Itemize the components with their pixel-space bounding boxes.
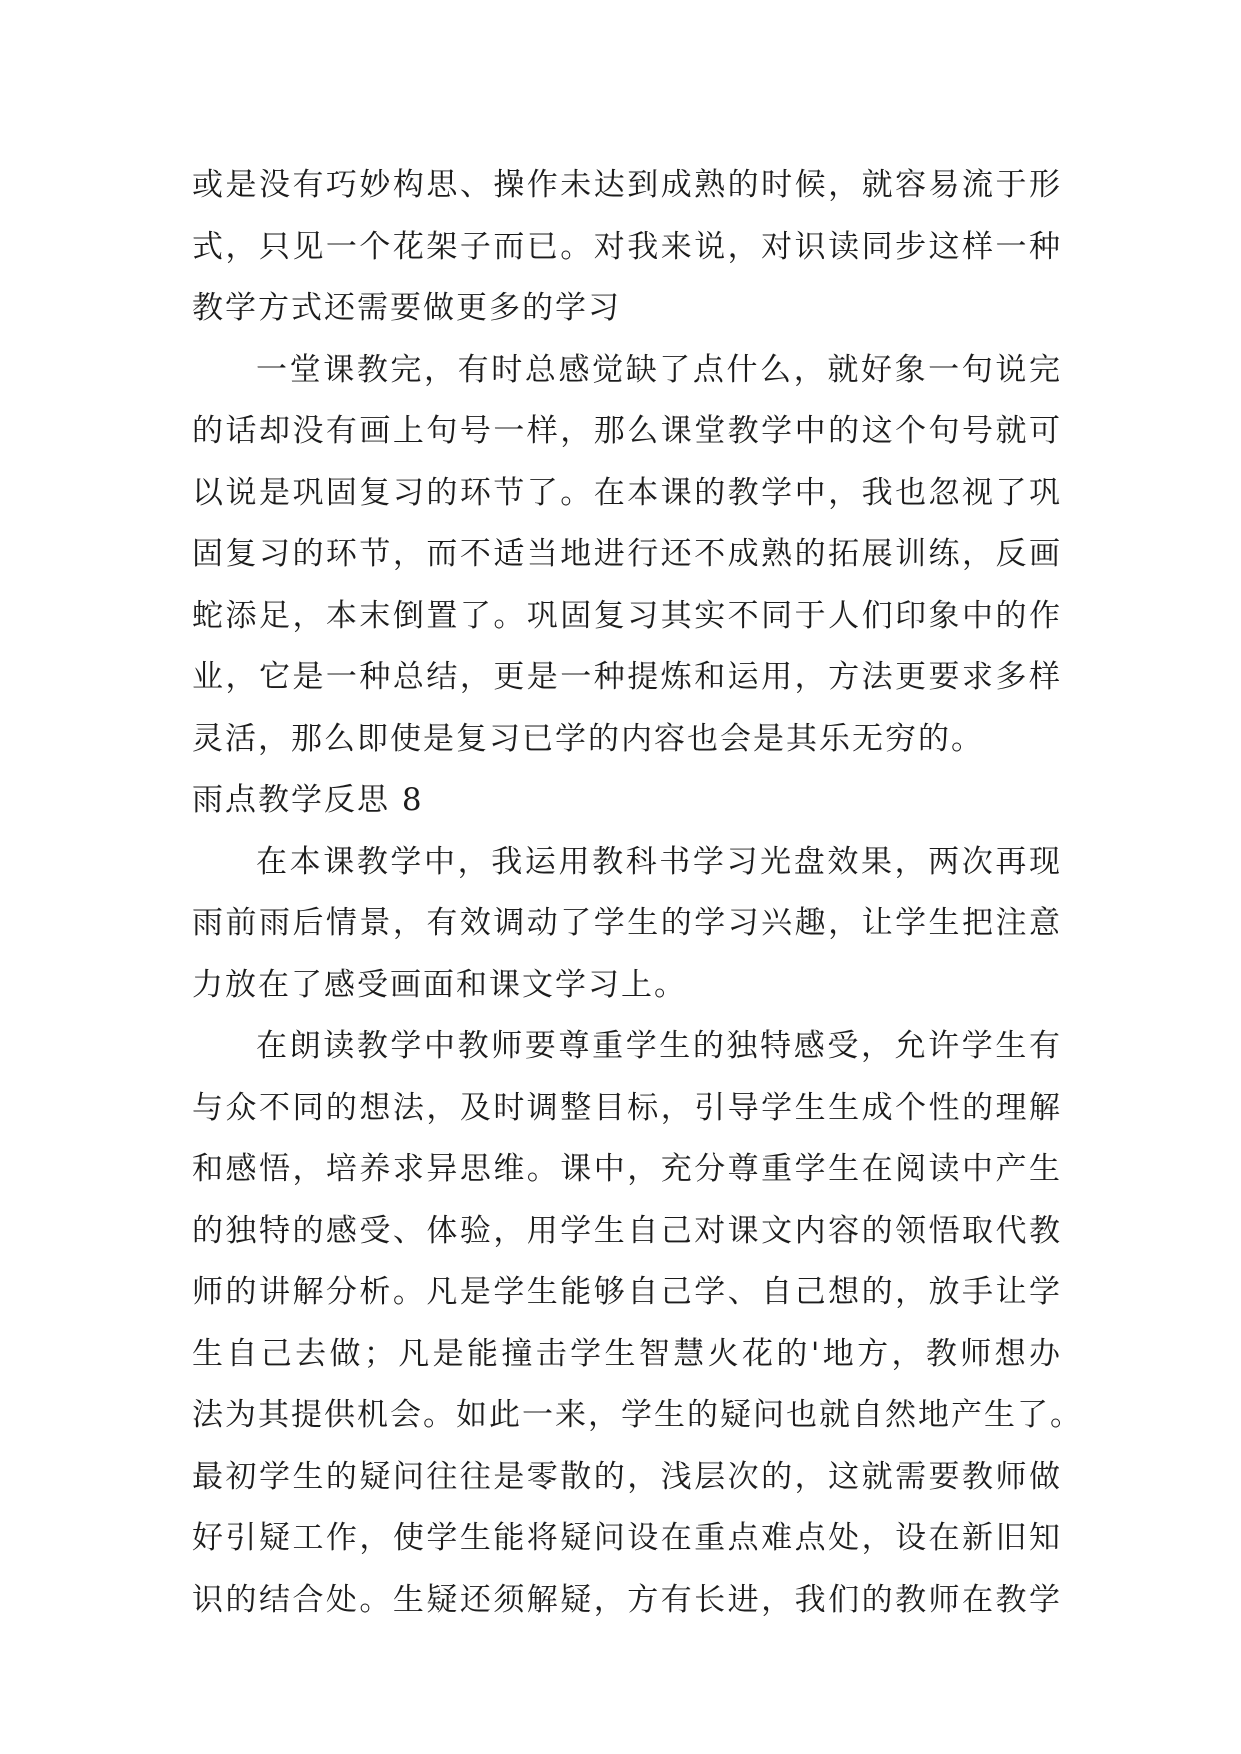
text-line: 和感悟，培养求异思维。课中，充分尊重学生在阅读中产生	[192, 1151, 1062, 1187]
text-line: 师的讲解分析。凡是学生能够自己学、自己想的，放手让学	[192, 1274, 1062, 1310]
text-line: 雨前雨后情景，有效调动了学生的学习兴趣，让学生把注意	[192, 905, 1062, 941]
text-line: 力放在了感受画面和课文学习上。	[192, 966, 687, 1003]
text-line: 的独特的感受、体验，用学生自己对课文内容的领悟取代教	[192, 1212, 1062, 1249]
text-line: 与众不同的想法，及时调整目标，引导学生生成个性的理解	[192, 1089, 1062, 1126]
text-line: 式，只见一个花架子而已。对我来说，对识读同步这样一种	[192, 228, 1062, 265]
section-heading: 雨点教学反思 8	[192, 782, 424, 818]
paragraph-1	[192, 155, 1062, 340]
text-line: 以说是巩固复习的环节了。在本课的教学中，我也忽视了巩	[192, 474, 1062, 511]
text-line: 教学方式还需要做更多的学习	[192, 290, 621, 326]
text-line: 固复习的环节，而不适当地进行还不成熟的拓展训练，反画	[192, 536, 1062, 572]
text-line: 在本课教学中，我运用教科书学习光盘效果，两次再现	[256, 843, 1062, 880]
text-line: 业，它是一种总结，更是一种提炼和运用，方法更要求多样	[192, 659, 1062, 695]
text-line: 生自己去做；凡是能撞击学生智慧火花的'地方，教师想办	[192, 1335, 1062, 1372]
text-line: 或是没有巧妙构思、操作未达到成熟的时候，就容易流于形	[192, 167, 1062, 203]
text-line: 灵活，那么即使是复习已学的内容也会是其乐无穷的。	[192, 720, 984, 757]
text-line: 识的结合处。生疑还须解疑，方有长进，我们的教师在教学	[192, 1581, 1062, 1618]
text-line: 在朗读教学中教师要尊重学生的独特感受，允许学生有	[256, 1028, 1062, 1064]
text-line: 最初学生的疑问往往是零散的，浅层次的，这就需要教师做	[192, 1458, 1062, 1495]
paragraph-3	[192, 832, 1062, 1017]
document-page	[192, 155, 1083, 1631]
text-line: 好引疑工作，使学生能将疑问设在重点难点处，设在新旧知	[192, 1520, 1062, 1556]
text-line: 的话却没有画上句号一样，那么课堂教学中的这个句号就可	[192, 413, 1062, 449]
paragraph-4	[192, 1016, 1083, 1631]
paragraph-2	[192, 340, 1062, 771]
text-line: 蛇添足，本末倒置了。巩固复习其实不同于人们印象中的作	[192, 597, 1062, 634]
text-line: 法为其提供机会。如此一来，学生的疑问也就自然地产生了。	[192, 1397, 1083, 1433]
text-line: 一堂课教完，有时总感觉缺了点什么，就好象一句说完	[256, 351, 1062, 388]
